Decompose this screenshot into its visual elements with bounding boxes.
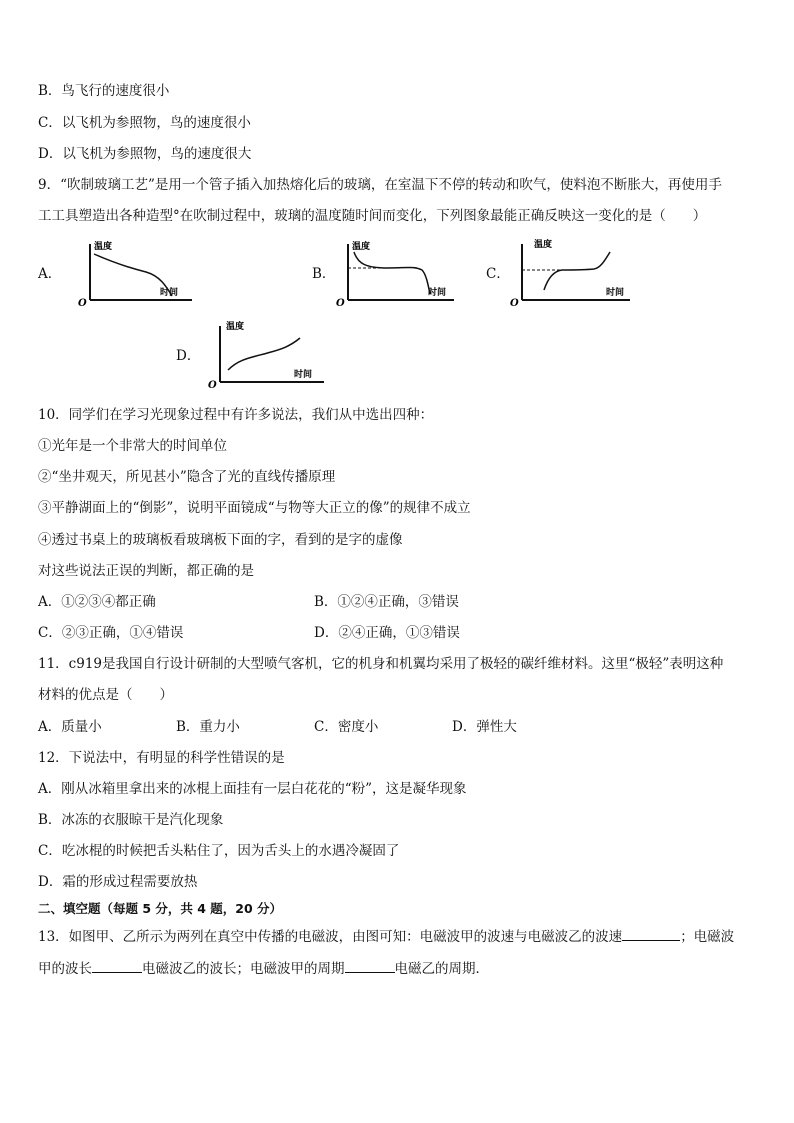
graph-c-label: C． <box>486 266 510 282</box>
q13-blank-2[interactable] <box>92 958 142 973</box>
q12-option-c: C．吃冰棍的时候把舌头粘住了，因为舌头上的水遇冷凝固了 <box>38 843 400 859</box>
graph-a-label: A． <box>38 266 62 282</box>
q10-option-c: C．②③正确，①④错误 <box>38 625 184 641</box>
q13-text-4: 电磁波乙的波长；电磁波甲的周期 <box>142 961 345 977</box>
q10-option-a: A．①②③④都正确 <box>38 594 156 610</box>
graph-a-y-label: 温度 <box>94 242 113 252</box>
q12-option-d: D．霜的形成过程需要放热 <box>38 874 198 890</box>
graph-b-curve <box>354 252 430 294</box>
graph-b-origin: O <box>336 298 345 306</box>
q10-option-b: B．①②④正确，③错误 <box>314 594 459 610</box>
q11-option-c: C．密度小 <box>314 719 379 735</box>
q11-stem-line1: 11．c919是我国自行设计研制的大型喷气客机，它的机身和机翼均采用了极轻的碳纤维材料。这里“极轻”表明这种 <box>38 656 724 672</box>
q13-line1 <box>38 926 734 947</box>
graph-d-y-label: 温度 <box>226 322 245 332</box>
q10-statement-2: ②“坐井观天，所见甚小”隐含了光的直线传播原理 <box>38 469 336 485</box>
graph-c-curve <box>544 252 610 290</box>
graph-b <box>330 238 460 306</box>
q10-question: 对这些说法正误的判断，都正确的是 <box>38 563 254 579</box>
q8-option-b: B．鸟飞行的速度很小 <box>38 83 170 99</box>
q10-statement-1: ①光年是一个非常大的时间单位 <box>38 438 227 454</box>
q13-text-3: 甲的波长 <box>38 961 92 977</box>
q8-option-d: D．以飞机为参照物，鸟的速度很大 <box>38 146 252 162</box>
graph-c-x-label: 时间 <box>606 288 625 298</box>
q11-stem-line2: 材料的优点是（ ） <box>38 687 173 703</box>
q13-blank-1[interactable] <box>622 926 680 941</box>
q11-option-b: B．重力小 <box>176 719 240 735</box>
q8-option-c: C．以飞机为参照物，鸟的速度很小 <box>38 115 251 131</box>
q11-option-a: A．质量小 <box>38 719 102 735</box>
graph-b-y-label: 温度 <box>352 242 371 252</box>
graph-c-y-label: 温度 <box>534 240 553 250</box>
graph-a-origin: O <box>78 298 87 306</box>
graph-d-x-label: 时间 <box>294 370 313 380</box>
q13-text-2: ；电磁波 <box>680 929 735 945</box>
q13-blank-3[interactable] <box>345 958 395 973</box>
q13-text-5: 电磁乙的周期． <box>394 961 489 977</box>
q10-statement-3: ③平静湖面上的“倒影”，说明平面镜成“与物等大正立的像”的规律不成立 <box>38 500 471 516</box>
q10-option-d: D．②④正确，①③错误 <box>314 625 460 641</box>
graph-c-origin: O <box>510 298 519 306</box>
graph-c <box>504 238 634 306</box>
section2-heading: 二、填空题（每题 5 分，共 4 题，20 分） <box>38 901 283 916</box>
graph-d-label: D． <box>176 348 201 364</box>
graph-a-x-label: 时间 <box>160 288 179 298</box>
graph-d-origin: O <box>208 380 217 388</box>
graph-a <box>72 238 202 306</box>
q10-stem: 10．同学们在学习光现象过程中有许多说法，我们从中选出四种： <box>38 407 434 423</box>
graph-b-label: B． <box>312 266 336 282</box>
q9-stem-line1: 9．“吹制玻璃工艺”是用一个管子插入加热熔化后的玻璃，在室温下不停的转动和吹气，使料泡不断胀大，再使用手 <box>38 177 722 193</box>
q11-option-d: D．弹性大 <box>452 719 517 735</box>
q10-statement-4: ④透过书桌上的玻璃板看玻璃板下面的字，看到的是字的虚像 <box>38 532 403 548</box>
q13-text-1: 13．如图甲、乙所示为两列在真空中传播的电磁波，由图可知：电磁波甲的波速与电磁波乙的波速 <box>38 929 623 945</box>
q12-stem: 12．下说法中，有明显的科学性错误的是 <box>38 750 285 766</box>
q9-stem-line2: 工工具塑造出各种造型°在吹制过程中，玻璃的温度随时间而变化，下列图象最能正确反映这一变化的是（ ） <box>38 208 707 224</box>
graph-d <box>202 320 332 388</box>
graph-d-curve <box>228 338 300 370</box>
q12-option-b: B．冰冻的衣服晾干是汽化现象 <box>38 812 224 828</box>
graph-b-x-label: 时间 <box>428 288 447 298</box>
q13-line2 <box>38 958 489 979</box>
q12-option-a: A．刚从冰箱里拿出来的冰棍上面挂有一层白花花的“粉”，这是凝华现象 <box>38 781 467 797</box>
